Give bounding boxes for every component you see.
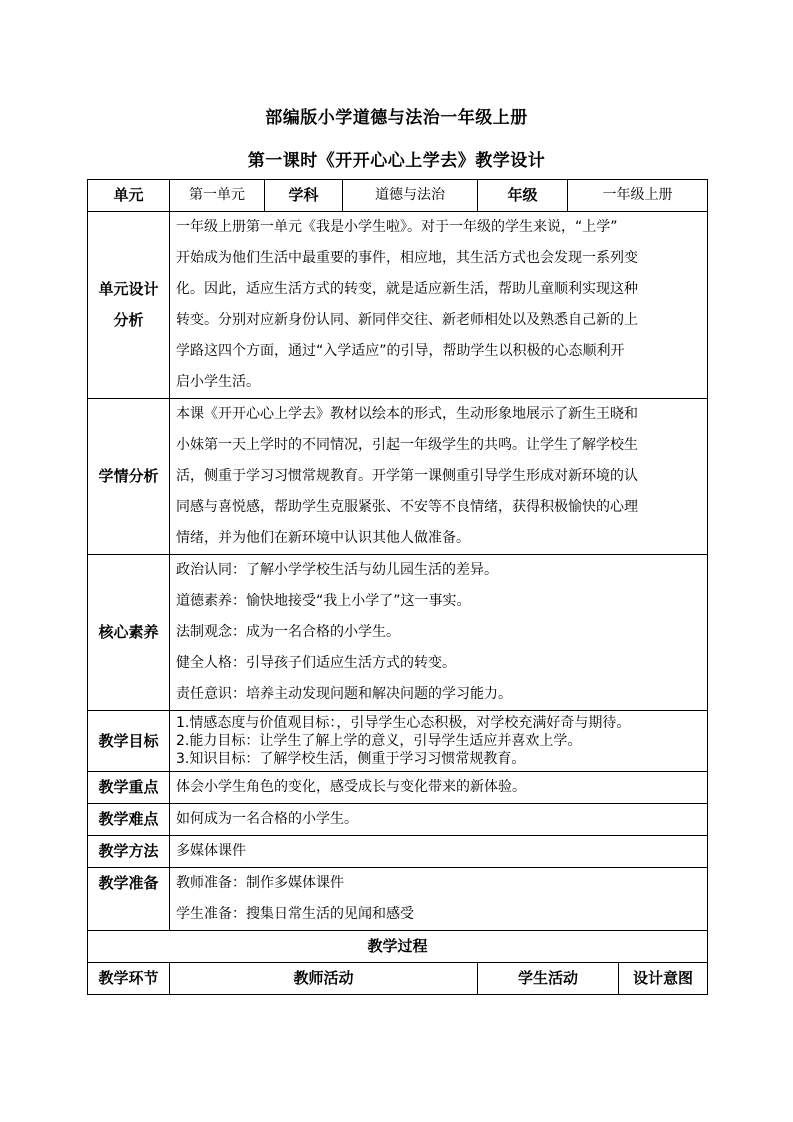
process-col-teacher: 教师活动	[170, 963, 478, 995]
text-line: 法制观念：成为一名合格的小学生。	[176, 624, 400, 640]
methods-content: 多媒体课件	[170, 836, 708, 868]
methods-row	[88, 836, 708, 868]
difficulties-label: 教学难点	[88, 804, 170, 836]
learning-analysis-row	[88, 399, 708, 555]
key-points-row	[88, 772, 708, 804]
difficulties-row	[88, 804, 708, 836]
unit-design-row	[88, 212, 708, 399]
unit-design-label-line1: 单元设计	[98, 280, 159, 298]
preparation-row	[88, 868, 708, 931]
text-line: 同感与喜悦感，帮助学生克服紧张、不安等不良情绪，获得积极愉快的心理	[176, 499, 638, 515]
grade-label: 年级	[478, 180, 568, 212]
text-line: 健全人格：引导孩子们适应生活方式的转变。	[176, 655, 456, 671]
teaching-goals-content	[170, 711, 708, 772]
text-line: 小妹第一天上学时的不同情况，引起一年级学生的共鸣。让学生了解学校生	[176, 437, 638, 453]
preparation-content	[170, 868, 708, 931]
text-line: 活，侧重于学习习惯常规教育。开学第一课侧重引导学生形成对新环境的认	[176, 468, 638, 484]
unit-design-label-line2: 分析	[113, 311, 144, 329]
text-line: 化。因此，适应生活方式的转变，就是适应新生活，帮助儿童顺利实现这种	[176, 281, 638, 297]
core-literacy-content	[170, 555, 708, 711]
teacher-preparation: 教师准备：制作多媒体课件	[176, 875, 344, 891]
process-header-row	[88, 963, 708, 995]
text-line: 学路这四个方面，通过“入学适应”的引导，帮助学生以积极的心态顺利开	[176, 343, 625, 359]
preparation-label: 教学准备	[88, 868, 170, 931]
learning-analysis-label: 学情分析	[88, 399, 170, 555]
process-col-intent: 设计意图	[619, 963, 708, 995]
student-preparation: 学生准备：搜集日常生活的见闻和感受	[176, 906, 414, 922]
document-title: 部编版小学道德与法治一年级上册	[265, 108, 528, 128]
text-line: 转变。分别对应新身份认同、新同伴交往、新老师相处以及熟悉自己新的上	[176, 312, 638, 328]
subject-value: 道德与法治	[343, 180, 478, 212]
unit-label: 单元	[88, 180, 170, 212]
text-line: 3.知识目标：了解学校生活，侧重于学习习惯常规教育。	[176, 751, 526, 767]
grade-value: 一年级上册	[568, 180, 708, 212]
teaching-goals-label: 教学目标	[88, 711, 170, 772]
process-col-student: 学生活动	[478, 963, 619, 995]
text-line: 一年级上册第一单元《我是小学生啦》。对于一年级的学生来说，“上学”	[176, 219, 618, 235]
learning-analysis-content	[170, 399, 708, 555]
text-line: 2.能力目标：让学生了解上学的意义，引导学生适应并喜欢上学。	[176, 733, 582, 749]
text-line: 情绪，并为他们在新环境中认识其他人做准备。	[176, 530, 470, 546]
text-line: 本课《开开心心上学去》教材以绘本的形式，生动形象地展示了新生王晓和	[176, 406, 638, 422]
methods-label: 教学方法	[88, 836, 170, 868]
unit-design-content	[170, 212, 708, 399]
lesson-plan-table	[87, 179, 708, 995]
text-line: 开始成为他们生活中最重要的事件，相应地，其生活方式也会发现一系列变	[176, 250, 638, 266]
text-line: 政治认同：了解小学学校生活与幼儿园生活的差异。	[176, 562, 498, 578]
text-line: 1.情感态度与价值观目标：，引导学生心态积极，对学校充满好奇与期待。	[176, 715, 631, 731]
text-line: 道德素养：愉快地接受“我上小学了”这一事实。	[176, 593, 471, 609]
header-row	[88, 180, 708, 212]
core-literacy-row	[88, 555, 708, 711]
process-title-row	[88, 931, 708, 963]
text-line: 启小学生活。	[176, 374, 260, 390]
process-col-stage: 教学环节	[88, 963, 170, 995]
unit-value: 第一单元	[170, 180, 265, 212]
unit-design-label	[88, 212, 170, 399]
subject-label: 学科	[265, 180, 343, 212]
key-points-label: 教学重点	[88, 772, 170, 804]
lesson-title: 第一课时《开开心心上学去》教学设计	[247, 151, 546, 171]
core-literacy-label: 核心素养	[88, 555, 170, 711]
teaching-goals-row	[88, 711, 708, 772]
text-line: 责任意识：培养主动发现问题和解决问题的学习能力。	[176, 686, 512, 702]
key-points-content: 体会小学生角色的变化，感受成长与变化带来的新体验。	[170, 772, 708, 804]
process-title: 教学过程	[88, 931, 708, 963]
difficulties-content: 如何成为一名合格的小学生。	[170, 804, 708, 836]
